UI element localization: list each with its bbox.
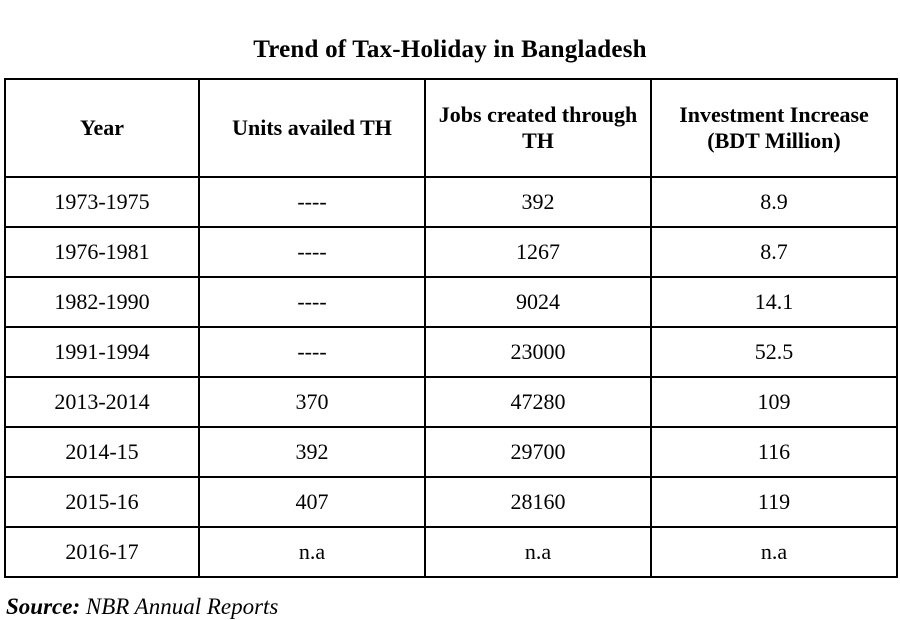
cell-jobs: 47280 <box>425 377 651 427</box>
cell-units: ---- <box>199 227 425 277</box>
cell-units: ---- <box>199 327 425 377</box>
table-container <box>0 78 900 578</box>
cell-year: 1991-1994 <box>5 327 199 377</box>
source-label: Source: <box>6 594 81 619</box>
cell-year: 2015-16 <box>5 477 199 527</box>
table-row <box>5 427 897 477</box>
tax-holiday-table <box>4 78 898 578</box>
cell-year: 2013-2014 <box>5 377 199 427</box>
source-note <box>0 594 900 620</box>
cell-investment: 14.1 <box>651 277 897 327</box>
table-row <box>5 277 897 327</box>
cell-year: 1976-1981 <box>5 227 199 277</box>
cell-investment: 8.7 <box>651 227 897 277</box>
cell-units: 370 <box>199 377 425 427</box>
table-row <box>5 327 897 377</box>
cell-investment: 116 <box>651 427 897 477</box>
cell-units: n.a <box>199 527 425 577</box>
source-value: NBR Annual Reports <box>85 594 279 619</box>
cell-year: 2014-15 <box>5 427 199 477</box>
cell-units: ---- <box>199 177 425 227</box>
cell-year: 1982-1990 <box>5 277 199 327</box>
table-header-row <box>5 79 897 177</box>
table-row <box>5 477 897 527</box>
cell-investment: n.a <box>651 527 897 577</box>
cell-jobs: 29700 <box>425 427 651 477</box>
column-header-year: Year <box>5 79 199 177</box>
column-header-jobs-created: Jobs created through TH <box>425 79 651 177</box>
cell-investment: 119 <box>651 477 897 527</box>
cell-jobs: 392 <box>425 177 651 227</box>
cell-investment: 52.5 <box>651 327 897 377</box>
cell-jobs: 28160 <box>425 477 651 527</box>
table-row <box>5 527 897 577</box>
cell-jobs: 23000 <box>425 327 651 377</box>
cell-investment: 8.9 <box>651 177 897 227</box>
cell-year: 1973-1975 <box>5 177 199 227</box>
table-header <box>5 79 897 177</box>
column-header-investment-increase: Investment Increase (BDT Million) <box>651 79 897 177</box>
cell-units: 392 <box>199 427 425 477</box>
table-row <box>5 227 897 277</box>
cell-units: 407 <box>199 477 425 527</box>
page-title: Trend of Tax-Holiday in Bangladesh <box>253 36 647 63</box>
table-row <box>5 177 897 227</box>
table-body <box>5 177 897 577</box>
table-row <box>5 377 897 427</box>
cell-jobs: 9024 <box>425 277 651 327</box>
cell-units: ---- <box>199 277 425 327</box>
cell-jobs: n.a <box>425 527 651 577</box>
cell-investment: 109 <box>651 377 897 427</box>
column-header-units-availed: Units availed TH <box>199 79 425 177</box>
cell-jobs: 1267 <box>425 227 651 277</box>
cell-year: 2016-17 <box>5 527 199 577</box>
